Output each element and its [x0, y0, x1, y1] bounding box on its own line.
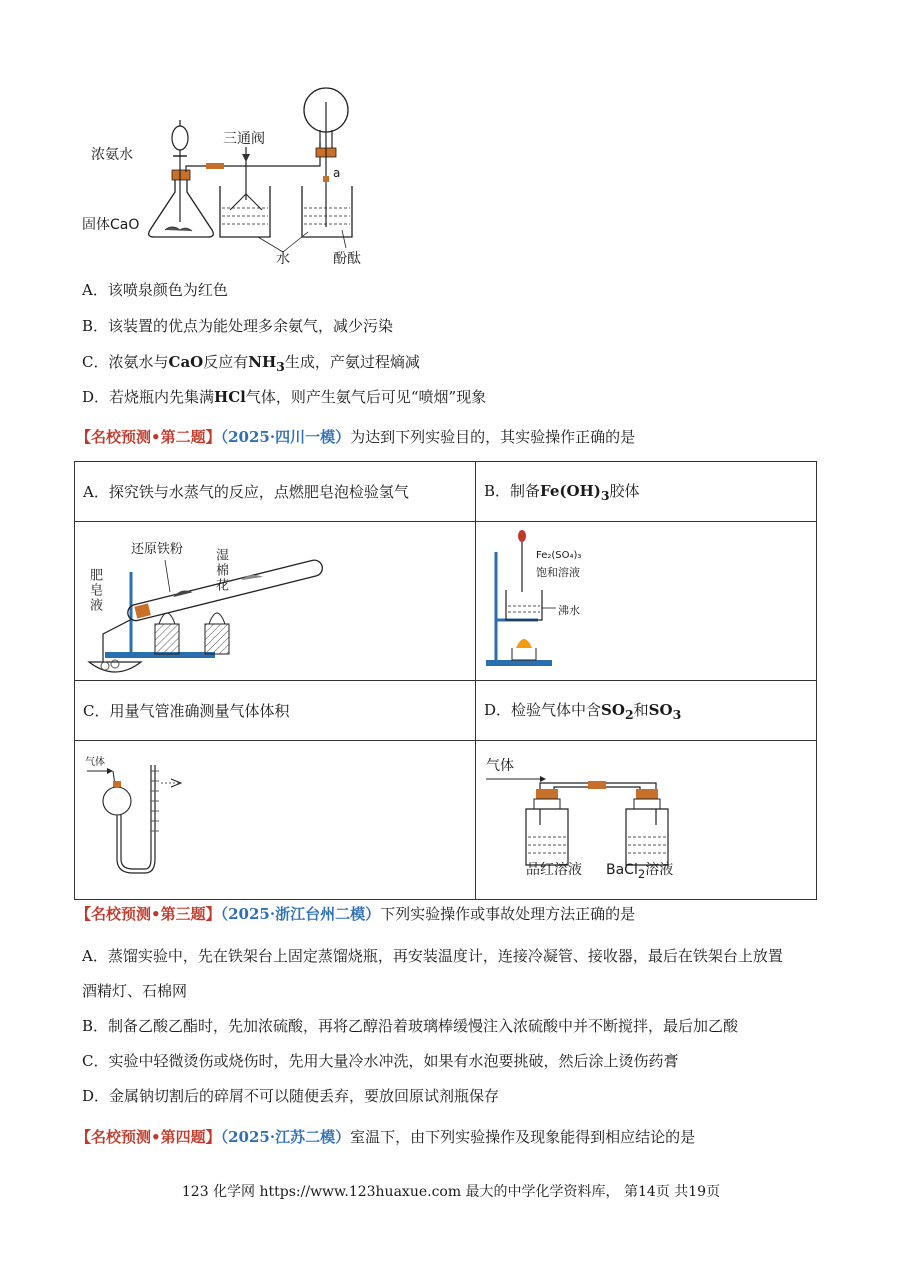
q4-source: （2025·江苏二模）: [220, 1128, 351, 1146]
q2-cell-a: A．探究铁与水蒸气的反应，点燃肥皂泡检验氢气: [75, 462, 476, 522]
ferric-hydroxide-apparatus-figure: [476, 522, 816, 676]
label-magenta-solution: 品红溶液: [526, 862, 582, 878]
q2-figure-a-cell: [75, 522, 476, 681]
label-valve: 三通阀: [223, 131, 265, 147]
q3-source: （2025·浙江台州二模）: [220, 905, 381, 923]
q1-option-d: D．若烧瓶内先集满HCl气体，则产生氨气后可见“喷烟”现象: [82, 388, 487, 406]
q1-option-a: A．该喷泉颜色为红色: [82, 281, 228, 299]
label-bacl2-solution: BaCl$_2$溶液: [606, 862, 674, 881]
q1-option-c: C．浓氨水与CaO反应有$NH_3$生成，产氨过程熵减: [82, 353, 420, 374]
label-saturated-solution: 饱和溶液: [536, 566, 580, 579]
q4-header: [76, 1127, 695, 1147]
q2-stem: 为达到下列实验目的，其实验操作正确的是: [350, 428, 636, 446]
q3-option-b: B．制备乙酸乙酯时，先加浓硫酸，再将乙醇沿着玻璃棒缓慢注入浓硫酸中并不断搅拌，最后加乙酸: [82, 1017, 739, 1035]
q3-option-a-cont: 酒精灯、石棉网: [82, 982, 188, 1000]
q1-option-b: B．该装置的优点为能处理多余氨气，减少污染: [82, 317, 394, 335]
label-gas-d: 气体: [486, 758, 514, 774]
q4-stem: 室温下，由下列实验操作及现象能得到相应结论的是: [350, 1128, 696, 1146]
q3-option-c: C．实验中轻微烫伤或烧伤时，先用大量冷水冲洗，如果有水泡要挑破，然后涂上烫伤药膏: [82, 1052, 679, 1070]
q3-option-a: A．蒸馏实验中，先在铁架台上固定蒸馏烧瓶，再安装温度计，连接冷凝管、接收器，最后在铁架台上放置: [82, 947, 783, 965]
q3-option-d: D．金属钠切割后的碎屑不可以随便丢弃，要放回原试剂瓶保存: [82, 1087, 500, 1105]
page-footer: 123 化学网 https://www.123huaxue.com 最大的中学化学资料库， 第14页 共19页: [181, 1184, 721, 1200]
gas-burette-figure: [75, 741, 467, 895]
q4-tag: 【名校预测•第四题】: [76, 1128, 221, 1146]
q2-options-table: [74, 461, 817, 900]
label-a: a: [333, 166, 341, 180]
label-ammonia: 浓氨水: [91, 147, 133, 163]
q2-cell-c: C．用量气管准确测量气体体积: [75, 681, 476, 741]
label-phenolphthalein: 酚酞: [333, 251, 361, 267]
label-boiling-water: 沸水: [558, 604, 580, 617]
q2-cell-d: D．检验气体中含$SO_2$和$SO_3$: [476, 681, 817, 741]
q2-cell-b: B．制备$Fe(OH)_3$胶体: [476, 462, 817, 522]
label-wet-cotton: 湿棉花: [213, 548, 228, 593]
q2-figure-b-cell: [476, 522, 817, 681]
q2-source: （2025·四川一模）: [220, 428, 351, 446]
q2-figure-c-cell: [75, 741, 476, 900]
label-water: 水: [276, 251, 290, 267]
label-soap-solution: 肥皂液: [87, 568, 102, 613]
q3-tag: 【名校预测•第三题】: [76, 905, 221, 923]
q2-tag: 【名校预测•第二题】: [76, 428, 221, 446]
q3-stem: 下列实验操作或事故处理方法正确的是: [380, 905, 636, 923]
label-gas-c: 气体: [85, 757, 105, 768]
q3-header: [76, 904, 635, 924]
q2-header: [76, 427, 635, 447]
label-iron-powder: 还原铁粉: [131, 542, 184, 557]
label-fe2so43: Fe₂(SO₄)₃: [536, 550, 582, 561]
fountain-apparatus-figure: [80, 82, 370, 272]
q2-figure-d-cell: [476, 741, 817, 900]
label-solid-cao: 固体CaO: [82, 217, 140, 233]
